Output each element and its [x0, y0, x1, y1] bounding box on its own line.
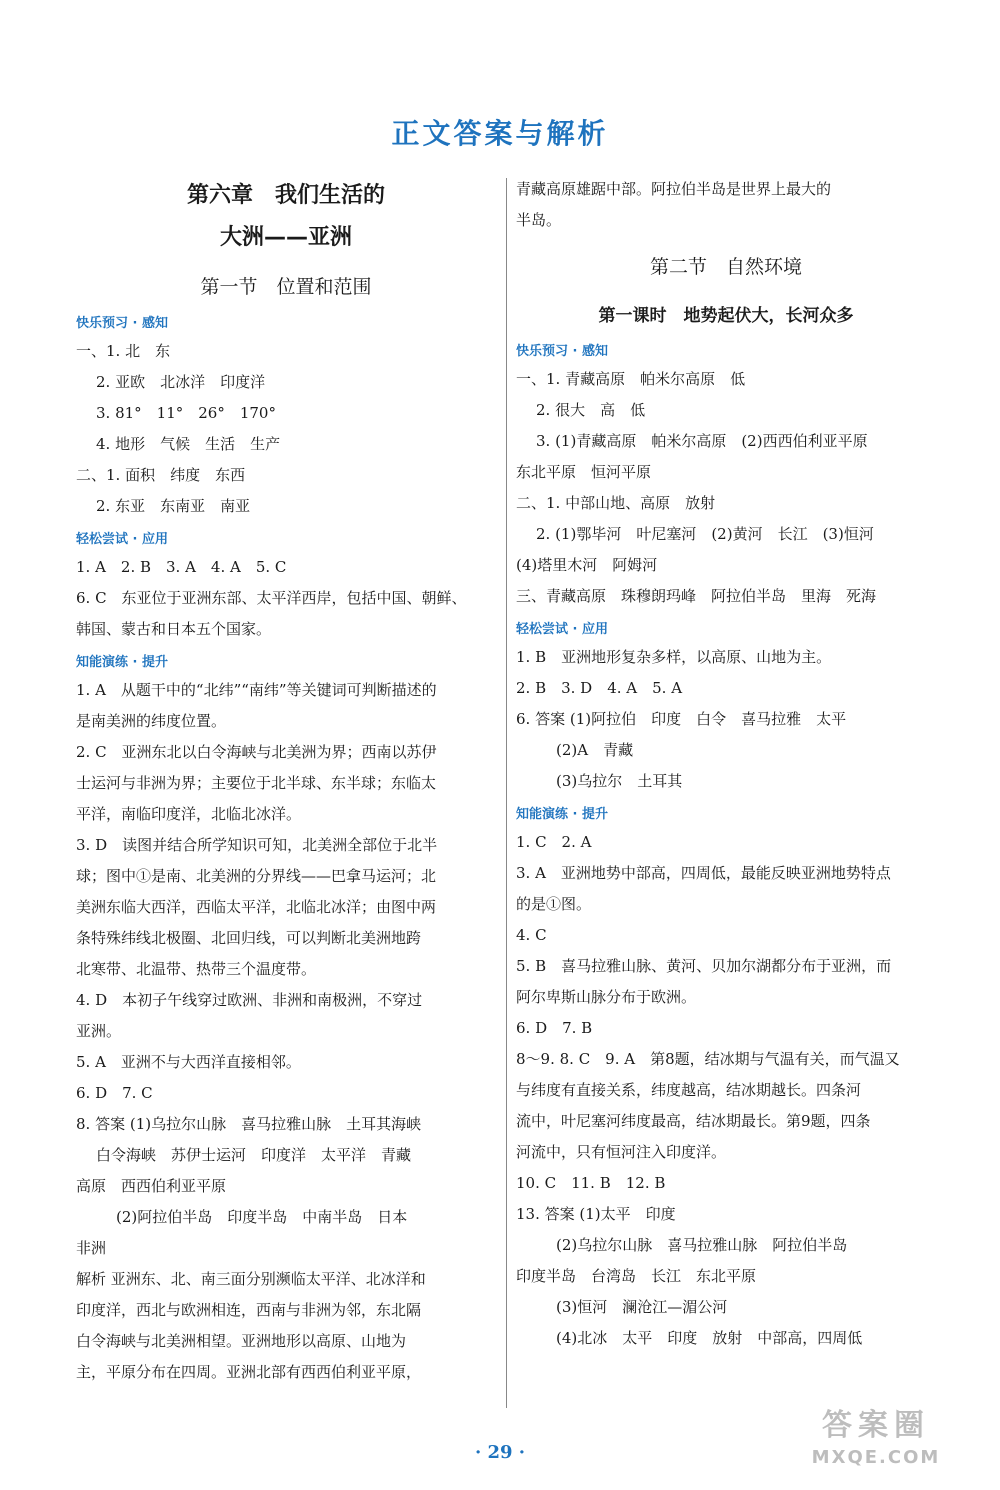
answer-line: 3. 81° 11° 26° 170°: [96, 404, 276, 422]
analysis-line: 白令海峡与北美洲相望。亚洲地形以高原、山地为: [76, 1332, 407, 1350]
answer-line: 3. (1)青藏高原 帕米尔高原 (2)西西伯利亚平原: [536, 432, 868, 450]
answer-line: 2. (1)鄂毕河 叶尼塞河 (2)黄河 长江 (3)恒河: [536, 525, 874, 543]
analysis-line: 印度洋，西北与欧洲相连，西南与非洲为邻，东北隔: [76, 1301, 422, 1319]
left-column: [76, 172, 496, 1388]
answer-line: (2)阿拉伯半岛 印度半岛 中南半岛 日本: [116, 1208, 408, 1226]
section-heading-preview: 快乐预习 · 感知: [76, 316, 168, 331]
answer-line: 条特殊纬线北极圈、北回归线，可以判断北美洲地跨: [76, 929, 422, 947]
answer-line: 二、1. 面积 纬度 东西: [76, 466, 246, 484]
answer-line: (2)乌拉尔山脉 喜马拉雅山脉 阿拉伯半岛: [556, 1236, 848, 1254]
answer-line: 青藏高原雄踞中部。阿拉伯半岛是世界上最大的: [516, 180, 832, 198]
answer-line: (4)北冰 太平 印度 放射 中部高，四周低: [556, 1329, 863, 1347]
analysis-line: 主，平原分布在四周。亚洲北部有西西伯利亚平原，: [76, 1363, 422, 1381]
answer-line: 东北平原 恒河平原: [516, 463, 652, 481]
answer-line: 6. 答案 (1)阿拉伯 印度 白令 喜马拉雅 太平: [516, 710, 847, 728]
answer-line: 5. B 喜马拉雅山脉、黄河、贝加尔湖都分布于亚洲，而: [516, 957, 892, 975]
answer-line: 平洋，南临印度洋，北临北冰洋。: [76, 805, 302, 823]
answer-line: 6. C 东亚位于亚洲东部、太平洋西岸，包括中国、朝鲜、: [76, 589, 467, 607]
answer-line: 1. C 2. A: [516, 833, 592, 851]
answer-line: 北寒带、北温带、热带三个温度带。: [76, 960, 317, 978]
column-divider: [506, 178, 507, 1408]
section-heading-improve: 知能演练 · 提升: [76, 655, 168, 670]
section-title: 第二节 自然环境: [649, 256, 802, 278]
answer-line: 4. D 本初子午线穿过欧洲、非洲和南极洲，不穿过: [76, 991, 423, 1009]
page-number: · 29 ·: [474, 1442, 526, 1463]
chapter-title-line2: 大洲——亚洲: [219, 225, 352, 250]
answer-line: 河流中，只有恒河注入印度洋。: [516, 1143, 727, 1161]
watermark-logo: [776, 1406, 976, 1476]
page-title: 正文答案与解析: [391, 117, 609, 150]
answer-line: 三、青藏高原 珠穆朗玛峰 阿拉伯半岛 里海 死海: [516, 587, 877, 605]
answer-line: 一、1. 北 东: [76, 342, 171, 360]
section-title: 第一节 位置和范围: [200, 276, 372, 298]
chapter-title-line1: 第六章 我们生活的: [186, 183, 385, 208]
answer-line: 的是①图。: [516, 895, 592, 913]
answer-line: 1. A 从题干中的“北纬”“南纬”等关键词可判断描述的: [76, 681, 437, 699]
answer-line: 一、1. 青藏高原 帕米尔高原 低: [516, 370, 746, 388]
answer-line: 半岛。: [516, 211, 562, 229]
answer-line: 二、1. 中部山地、高原 放射: [516, 494, 716, 512]
answer-line: 非洲: [76, 1239, 107, 1257]
answer-line: 4. C: [516, 926, 547, 944]
answer-line: 8～9. 8. C 9. A 第8题，结冰期与气温有关，而气温又: [516, 1050, 900, 1068]
section-heading-practice: 轻松尝试 · 应用: [516, 622, 608, 637]
answer-line: 1. B 亚洲地形复杂多样，以高原、山地为主。: [516, 648, 832, 666]
right-column: [516, 172, 936, 1354]
answer-line: 与纬度有直接关系，纬度越高，结冰期越长。四条河: [516, 1081, 862, 1099]
answer-line: 士运河与非洲为界；主要位于北半球、东半球；东临太: [76, 774, 437, 792]
section-heading-preview: 快乐预习 · 感知: [516, 344, 608, 359]
answer-line: 印度半岛 台湾岛 长江 东北平原: [516, 1267, 757, 1285]
answer-line: 阿尔卑斯山脉分布于欧洲。: [516, 988, 697, 1006]
lesson-title: 第一课时 地势起伏大，长河众多: [598, 306, 854, 326]
answer-line: (3)恒河 澜沧江—湄公河: [556, 1298, 728, 1316]
answer-line: 2. 很大 高 低: [536, 401, 646, 419]
answer-line: 2. C 亚洲东北以白令海峡与北美洲为界；西南以苏伊: [76, 743, 437, 761]
answer-line: 流中，叶尼塞河纬度最高，结冰期最长。第9题，四条: [516, 1112, 871, 1130]
answer-line: 亚洲。: [76, 1022, 122, 1040]
answer-line: 是南美洲的纬度位置。: [76, 712, 227, 730]
answer-line: 6. D 7. B: [516, 1019, 593, 1037]
answer-line: 韩国、蒙古和日本五个国家。: [76, 620, 272, 638]
answer-line: 美洲东临大西洋，西临太平洋，北临北冰洋；由图中两: [76, 898, 437, 916]
answer-line: 1. A 2. B 3. A 4. A 5. C: [76, 558, 287, 576]
answer-line: (3)乌拉尔 土耳其: [556, 772, 683, 790]
answer-line: 6. D 7. C: [76, 1084, 153, 1102]
answer-line: 高原 西西伯利亚平原: [76, 1177, 227, 1195]
answer-line: (4)塔里木河 阿姆河: [516, 556, 658, 574]
section-heading-practice: 轻松尝试 · 应用: [76, 532, 168, 547]
answer-line: 白令海峡 苏伊士运河 印度洋 太平洋 青藏: [96, 1146, 412, 1164]
watermark-text: 答案圈: [822, 1408, 930, 1443]
analysis-line: 解析 亚洲东、北、南三面分别濒临太平洋、北冰洋和: [76, 1270, 426, 1288]
answer-line: 4. 地形 气候 生活 生产: [96, 435, 281, 453]
answer-line: 2. 东亚 东南亚 南亚: [96, 497, 251, 515]
answer-line: (2)A 青藏: [556, 741, 634, 759]
answer-line: 10. C 11. B 12. B: [516, 1174, 666, 1192]
answer-line: 8. 答案 (1)乌拉尔山脉 喜马拉雅山脉 土耳其海峡: [76, 1115, 422, 1133]
answer-line: 2. 亚欧 北冰洋 印度洋: [96, 373, 266, 391]
answer-line: 3. A 亚洲地势中部高，四周低，最能反映亚洲地势特点: [516, 864, 891, 882]
watermark-url: MXQE.COM: [811, 1447, 941, 1468]
answer-line: 球；图中①是南、北美洲的分界线——巴拿马运河；北: [76, 867, 437, 885]
answer-line: 13. 答案 (1)太平 印度: [516, 1205, 676, 1223]
answer-line: 5. A 亚洲不与大西洋直接相邻。: [76, 1053, 301, 1071]
section-heading-improve: 知能演练 · 提升: [516, 807, 608, 822]
answer-line: 2. B 3. D 4. A 5. A: [516, 679, 683, 697]
answer-line: 3. D 读图并结合所学知识可知，北美洲全部位于北半: [76, 836, 438, 854]
